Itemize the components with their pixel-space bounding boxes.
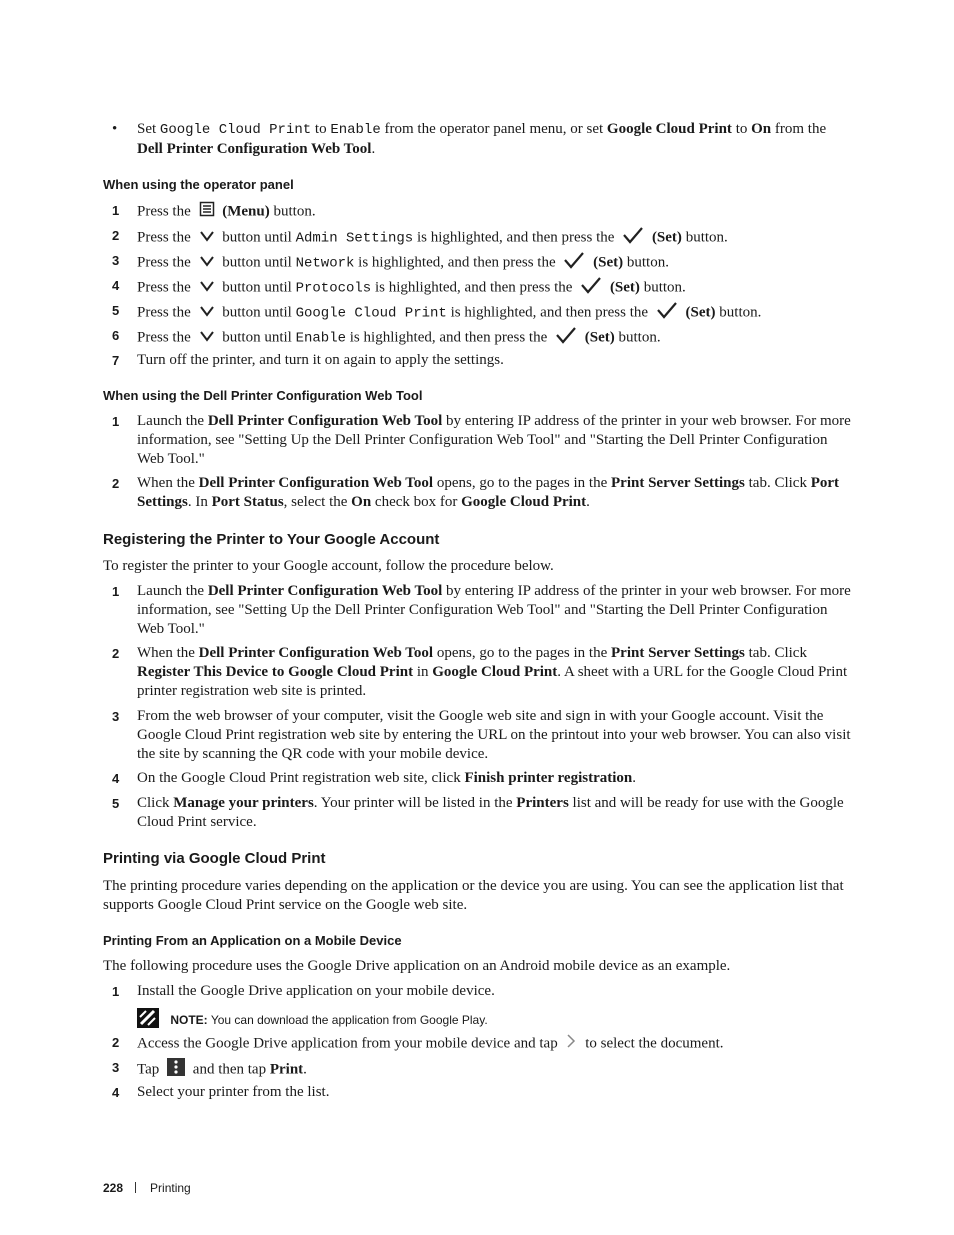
text: button.: [618, 329, 661, 346]
text: from the operator panel menu, or set: [384, 121, 604, 137]
step-item: [103, 582, 851, 639]
subsection-heading: When using the Dell Printer Configuration Web Tool: [103, 388, 423, 403]
step-item: [103, 412, 851, 469]
step-number: 6: [112, 328, 120, 343]
step-number: 1: [112, 984, 120, 999]
code-text: Google Cloud Print: [159, 122, 312, 138]
section-heading: Registering the Printer to Your Google Account: [103, 531, 440, 548]
text: button until: [222, 254, 292, 271]
step-item: [103, 326, 851, 350]
note-label: NOTE:: [170, 1013, 208, 1028]
text: , select the: [283, 494, 348, 510]
step-number: 1: [112, 414, 120, 429]
bold-text: Printers: [516, 795, 569, 811]
text: in: [416, 664, 429, 680]
paragraph: The following procedure uses the Google Drive application on an Android mobile device as an example.: [103, 958, 731, 974]
step-item: [103, 1058, 851, 1082]
down-arrow-icon: [199, 279, 215, 298]
bold-text: (Set): [651, 229, 682, 246]
paragraph: The printing procedure varies depending on the application or the device you are using. You can see the application list that supports Google Cloud Print service on the Google web site.: [103, 878, 844, 913]
text: .: [632, 770, 636, 786]
code-text: Enable: [295, 330, 347, 347]
step-item: [103, 301, 851, 325]
text: is highlighted, and then press the: [358, 254, 556, 271]
text: . In: [187, 494, 208, 510]
text: button.: [685, 229, 728, 246]
bold-text: Dell Printer Configuration Web Tool: [198, 645, 434, 661]
text: . Your printer will be listed in the: [313, 795, 513, 811]
down-arrow-icon: [199, 329, 215, 348]
bold-text: Finish printer registration: [464, 770, 633, 786]
subsection-heading: Printing From an Application on a Mobile Device: [103, 933, 402, 948]
text: list and will be ready for use with the Google Cloud Print service.: [137, 795, 844, 830]
step-text: Install the Google Drive application on your mobile device.: [137, 983, 495, 999]
step-number: 2: [112, 228, 120, 243]
text: Launch the: [137, 413, 205, 429]
text: by entering IP address of the printer in your web browser. For more information, see "Setting Up the Dell Printer Configuration Web Tool" and "Starting the Dell Printer Configuration Web Tool.": [137, 583, 851, 637]
text: Press the: [137, 329, 191, 346]
bold-text: Print: [269, 1061, 304, 1078]
down-arrow-icon: [199, 304, 215, 323]
text: Press the: [137, 203, 191, 220]
text: Tap: [137, 1061, 160, 1078]
checkmark-icon: [555, 326, 577, 350]
step-number: 1: [112, 584, 120, 599]
step-number: 2: [112, 476, 120, 491]
text: is highlighted, and then press the: [349, 329, 548, 346]
text: . A sheet with a URL for the Google Cloud Print printer registration web site is printed.: [137, 664, 848, 699]
bold-text: Google Cloud Print: [461, 494, 587, 510]
bullet-dot: •: [112, 121, 118, 137]
section-heading: Printing via Google Cloud Print: [103, 850, 326, 867]
step-item: [103, 1083, 851, 1102]
step-number: 2: [112, 1035, 120, 1050]
bold-text: Google Cloud Print: [432, 664, 558, 680]
text: Launch the: [137, 583, 205, 599]
text: button until: [222, 329, 292, 346]
bold-text: On: [751, 121, 772, 137]
step-item: [103, 644, 851, 701]
step-text: Turn off the printer, and turn it on again to apply the settings.: [137, 352, 504, 368]
bold-text: Google Cloud Print: [606, 121, 732, 137]
step-item: [103, 474, 851, 512]
code-text: Protocols: [295, 280, 372, 297]
text: tab. Click: [748, 475, 807, 491]
bold-text: Dell Printer Configuration Web Tool: [137, 141, 372, 157]
step-item: [103, 226, 851, 250]
text: Click: [137, 795, 170, 811]
step-number: 3: [112, 1060, 120, 1075]
step-number: 4: [112, 771, 120, 786]
text: Press the: [137, 304, 191, 321]
text: Press the: [137, 254, 191, 271]
note-pencil-icon: [137, 1008, 159, 1034]
bullet-item: [103, 120, 851, 159]
step-item: [103, 1033, 851, 1055]
text: Press the: [137, 229, 191, 246]
step-item: [103, 251, 851, 275]
down-arrow-icon: [199, 229, 215, 248]
step-item: [103, 201, 851, 223]
checkmark-icon: [622, 226, 644, 250]
text: to select the document.: [585, 1035, 724, 1052]
bold-text: Print Server Settings: [611, 645, 745, 661]
page-footer: [103, 1181, 191, 1195]
text: Set: [137, 121, 157, 137]
step-text: Select your printer from the list.: [137, 1084, 330, 1100]
text: is highlighted, and then press the: [450, 304, 649, 321]
bold-text: Dell Printer Configuration Web Tool: [198, 475, 434, 491]
text: Access the Google Drive application from your mobile device and tap: [137, 1035, 558, 1052]
menu-icon: [199, 201, 215, 223]
bold-text: On: [351, 494, 372, 510]
text: .: [371, 141, 376, 157]
step-number: 7: [112, 353, 120, 368]
text: check box for: [374, 494, 458, 510]
text: On the Google Cloud Print registration web site, click: [137, 770, 461, 786]
step-number: 3: [112, 709, 120, 724]
code-text: Network: [295, 255, 355, 272]
step-number: 4: [112, 1085, 120, 1100]
text: to: [314, 121, 327, 137]
code-text: Google Cloud Print: [295, 305, 447, 322]
step-number: 2: [112, 646, 120, 661]
step-text: From the web browser of your computer, visit the Google web site and sign in with your Google account. Visit the Google Cloud Print registration web site by entering the URL on the printout into your web browser. You can also visit the site by scanning the QR code with your mobile device.: [137, 708, 851, 762]
step-item: [103, 276, 851, 300]
checkmark-icon: [580, 276, 602, 300]
step-item: [103, 794, 851, 832]
bold-text: (Set): [584, 329, 615, 346]
text: When the: [137, 645, 195, 661]
step-number: 5: [112, 796, 120, 811]
code-text: Enable: [330, 122, 381, 138]
step-number: 5: [112, 303, 120, 318]
bold-text: (Menu): [222, 203, 270, 220]
text: button.: [273, 203, 316, 220]
bold-text: Port Status: [211, 494, 284, 510]
down-arrow-icon: [199, 254, 215, 273]
bold-text: Print Server Settings: [611, 475, 745, 491]
text: button.: [626, 254, 669, 271]
checkmark-icon: [656, 301, 678, 325]
text: by entering IP address of the printer in your web browser. For more information, see "Setting Up the Dell Printer Configuration Web Tool" and "Starting the Dell Printer Configuration Web Tool.": [137, 413, 851, 467]
bold-text: Dell Printer Configuration Web Tool: [207, 583, 443, 599]
overflow-menu-icon: [167, 1058, 185, 1082]
text: is highlighted, and then press the: [416, 229, 615, 246]
bold-text: (Set): [685, 304, 716, 321]
note-box: [137, 1008, 837, 1034]
text: opens, go to the pages in the: [436, 645, 608, 661]
chevron-right-icon: [565, 1033, 577, 1055]
footer-divider: [135, 1182, 136, 1193]
text: and then tap: [192, 1061, 267, 1078]
text: Press the: [137, 279, 191, 296]
step-item: [103, 351, 851, 370]
note-text: You can download the application from Google Play.: [210, 1013, 488, 1028]
text: button.: [719, 304, 762, 321]
text: opens, go to the pages in the: [436, 475, 608, 491]
text: to: [735, 121, 748, 137]
text: is highlighted, and then press the: [374, 279, 573, 296]
text: button until: [222, 279, 292, 296]
text: button until: [222, 229, 292, 246]
subsection-heading: When using the operator panel: [103, 177, 294, 192]
step-item: [103, 707, 851, 764]
text: from the: [774, 121, 827, 137]
bold-text: Port Settings: [137, 475, 840, 510]
step-number: 4: [112, 278, 120, 293]
bold-text: Register This Device to Google Cloud Print: [137, 664, 414, 680]
paragraph: To register the printer to your Google account, follow the procedure below.: [103, 558, 554, 574]
footer-section: Printing: [150, 1181, 191, 1195]
bold-text: (Set): [609, 279, 640, 296]
text: .: [303, 1061, 307, 1078]
text: tab. Click: [748, 645, 807, 661]
text: .: [586, 494, 590, 510]
bold-text: Manage your printers: [173, 795, 314, 811]
text: button until: [222, 304, 292, 321]
text: button.: [643, 279, 686, 296]
page-number: 228: [103, 1181, 124, 1195]
step-item: [103, 982, 851, 1001]
bold-text: Dell Printer Configuration Web Tool: [207, 413, 443, 429]
bold-text: (Set): [593, 254, 624, 271]
step-item: [103, 769, 851, 788]
step-number: 1: [112, 203, 120, 218]
code-text: Admin Settings: [295, 230, 414, 247]
text: When the: [137, 475, 195, 491]
step-number: 3: [112, 253, 120, 268]
checkmark-icon: [563, 251, 585, 275]
